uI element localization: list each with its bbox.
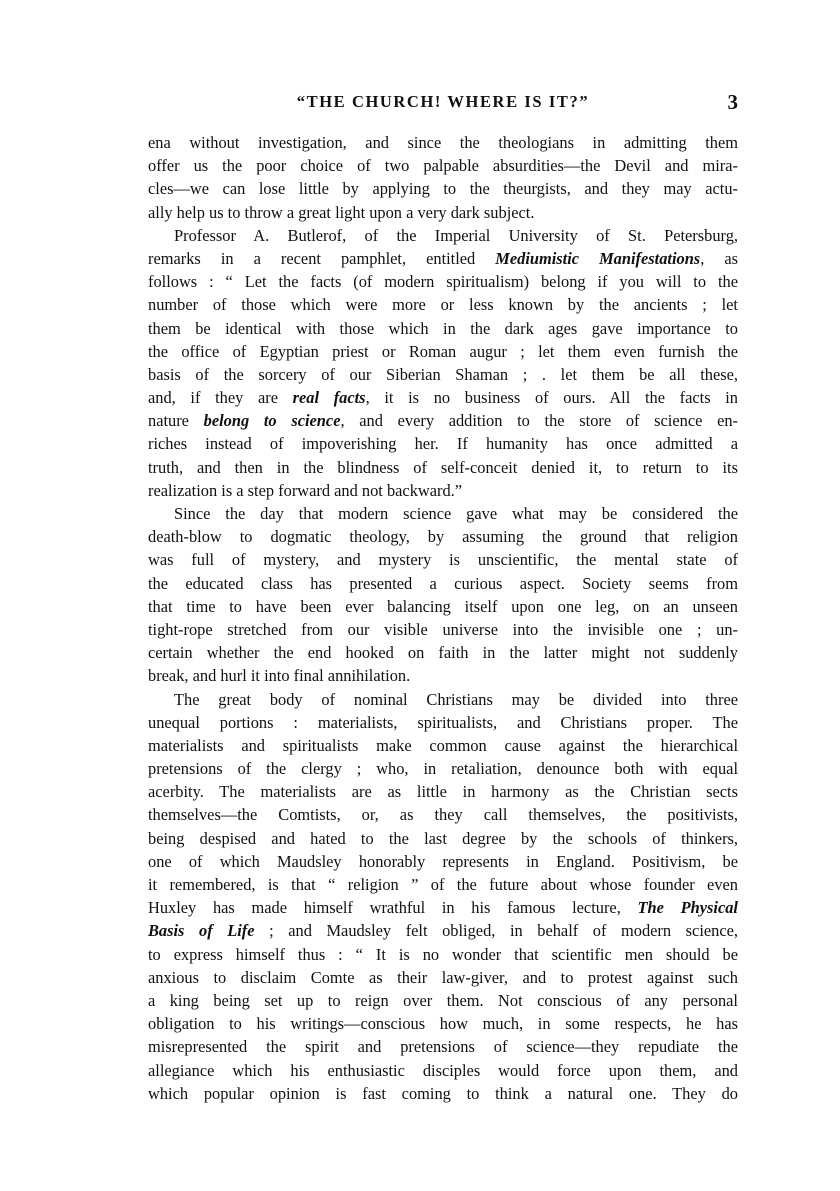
text-line: anxious to disclaim Comte as their law-giver, and to protest against such <box>148 967 738 987</box>
running-head <box>148 92 738 116</box>
running-title: “THE CHURCH! WHERE IS IT?” <box>296 92 590 111</box>
italic-title: The Physical <box>637 898 738 918</box>
text-line: death-blow to dogmatic theology, by assuming the ground that religion <box>148 527 738 547</box>
text-line: them be identical with those which in the dark ages gave importance to <box>148 318 738 338</box>
body-text <box>148 131 738 1105</box>
text-line: certain whether the end hooked on faith in the latter might not suddenly <box>148 643 738 663</box>
text-line: Since the day that modern science gave what may be considered the <box>174 504 738 523</box>
text-line: tight-rope stretched from our visible universe into the invisible one ; un- <box>148 619 738 639</box>
text-line: cles—we can lose little by applying to the theurgists, and they may actu- <box>148 179 738 199</box>
text-line: ally help us to throw a great light upon a very dark subject. <box>148 202 535 222</box>
italic-title: belong to science <box>203 411 341 431</box>
text-line: The great body of nominal Christians may be divided into three <box>174 689 738 709</box>
text-line: that time to have been ever balancing itself upon one leg, on an unseen <box>148 596 738 616</box>
text-line: allegiance which his enthusiastic disciples would force upon them, and <box>148 1060 738 1080</box>
text-line: it remembered, is that “ religion ” of the future about whose founder even <box>148 875 738 894</box>
text-line: which popular opinion is fast coming to think a natural one. They do <box>148 1083 738 1103</box>
text-line: realization is a step forward and not backward.” <box>148 480 463 500</box>
text-line: remarks in a recent pamphlet, entitled Mediumistic Manifestations, as <box>148 248 738 268</box>
text-line: the educated class has presented a curious aspect. Society seems from <box>148 573 738 593</box>
text-line: follows : “ Let the facts (of modern spiritualism) belong if you will to the <box>148 272 738 292</box>
text-line: a king being set up to reign over them. Not conscious of any personal <box>148 990 738 1010</box>
text-line: themselves—the Comtists, or, as they call themselves, the positivists, <box>148 805 738 825</box>
text-line: nature belong to science, and every addition to the store of science en- <box>148 411 739 431</box>
text-line: riches instead of impoverishing her. If humanity has once admitted a <box>148 434 738 454</box>
text-line: to express himself thus : “ It is no wonder that scientific men should be <box>148 944 738 964</box>
text-line: one of which Maudsley honorably represents in England. Positivism, be <box>148 851 738 871</box>
text-line: was full of mystery, and mystery is unscientific, the mental state of <box>148 550 738 570</box>
text-line: pretensions of the clergy ; who, in retaliation, denounce both with equal <box>148 759 738 779</box>
page-number: 3 <box>727 90 738 114</box>
text-line: acerbity. The materialists are as little in harmony as the Christian sects <box>148 782 738 802</box>
text-line: Professor A. Butlerof, of the Imperial University of St. Petersburg, <box>174 225 738 245</box>
text-line: the office of Egyptian priest or Roman augur ; let them even furnish the <box>148 341 738 361</box>
text-line: number of those which were more or less known by the ancients ; let <box>148 295 738 315</box>
text-line: being despised and hated to the last degree by the schools of thinkers, <box>148 828 738 848</box>
text-line: misrepresented the spirit and pretensions of science—they repudiate the <box>148 1037 738 1057</box>
text-line: Basis of Life ; and Maudsley felt obliged, in behalf of modern science, <box>148 921 738 941</box>
text-line: Huxley has made himself wrathful in his famous lecture, The Physical <box>148 898 738 918</box>
text-line: truth, and then in the blindness of self-conceit denied it, to return to its <box>148 457 738 477</box>
text-line: materialists and spiritualists make common cause against the hierarchical <box>148 735 738 755</box>
text-line: obligation to his writings—conscious how much, in some respects, he has <box>148 1014 738 1034</box>
italic-title: Basis of Life <box>148 921 255 941</box>
text-line: basis of the sorcery of our Siberian Shaman ; . let them be all these, <box>148 364 738 384</box>
text-line: unequal portions : materialists, spiritualists, and Christians proper. The <box>148 712 738 732</box>
text-line: offer us the poor choice of two palpable absurdities—the Devil and mira- <box>148 156 738 176</box>
text-line: break, and hurl it into final annihilation. <box>148 666 411 686</box>
text-line: ena without investigation, and since the theologians in admitting them <box>148 133 738 152</box>
italic-title: Mediumistic Manifestations <box>495 248 701 268</box>
italic-title: real facts <box>292 388 366 408</box>
text-line: and, if they are real facts, it is no business of ours. All the facts in <box>148 388 738 408</box>
